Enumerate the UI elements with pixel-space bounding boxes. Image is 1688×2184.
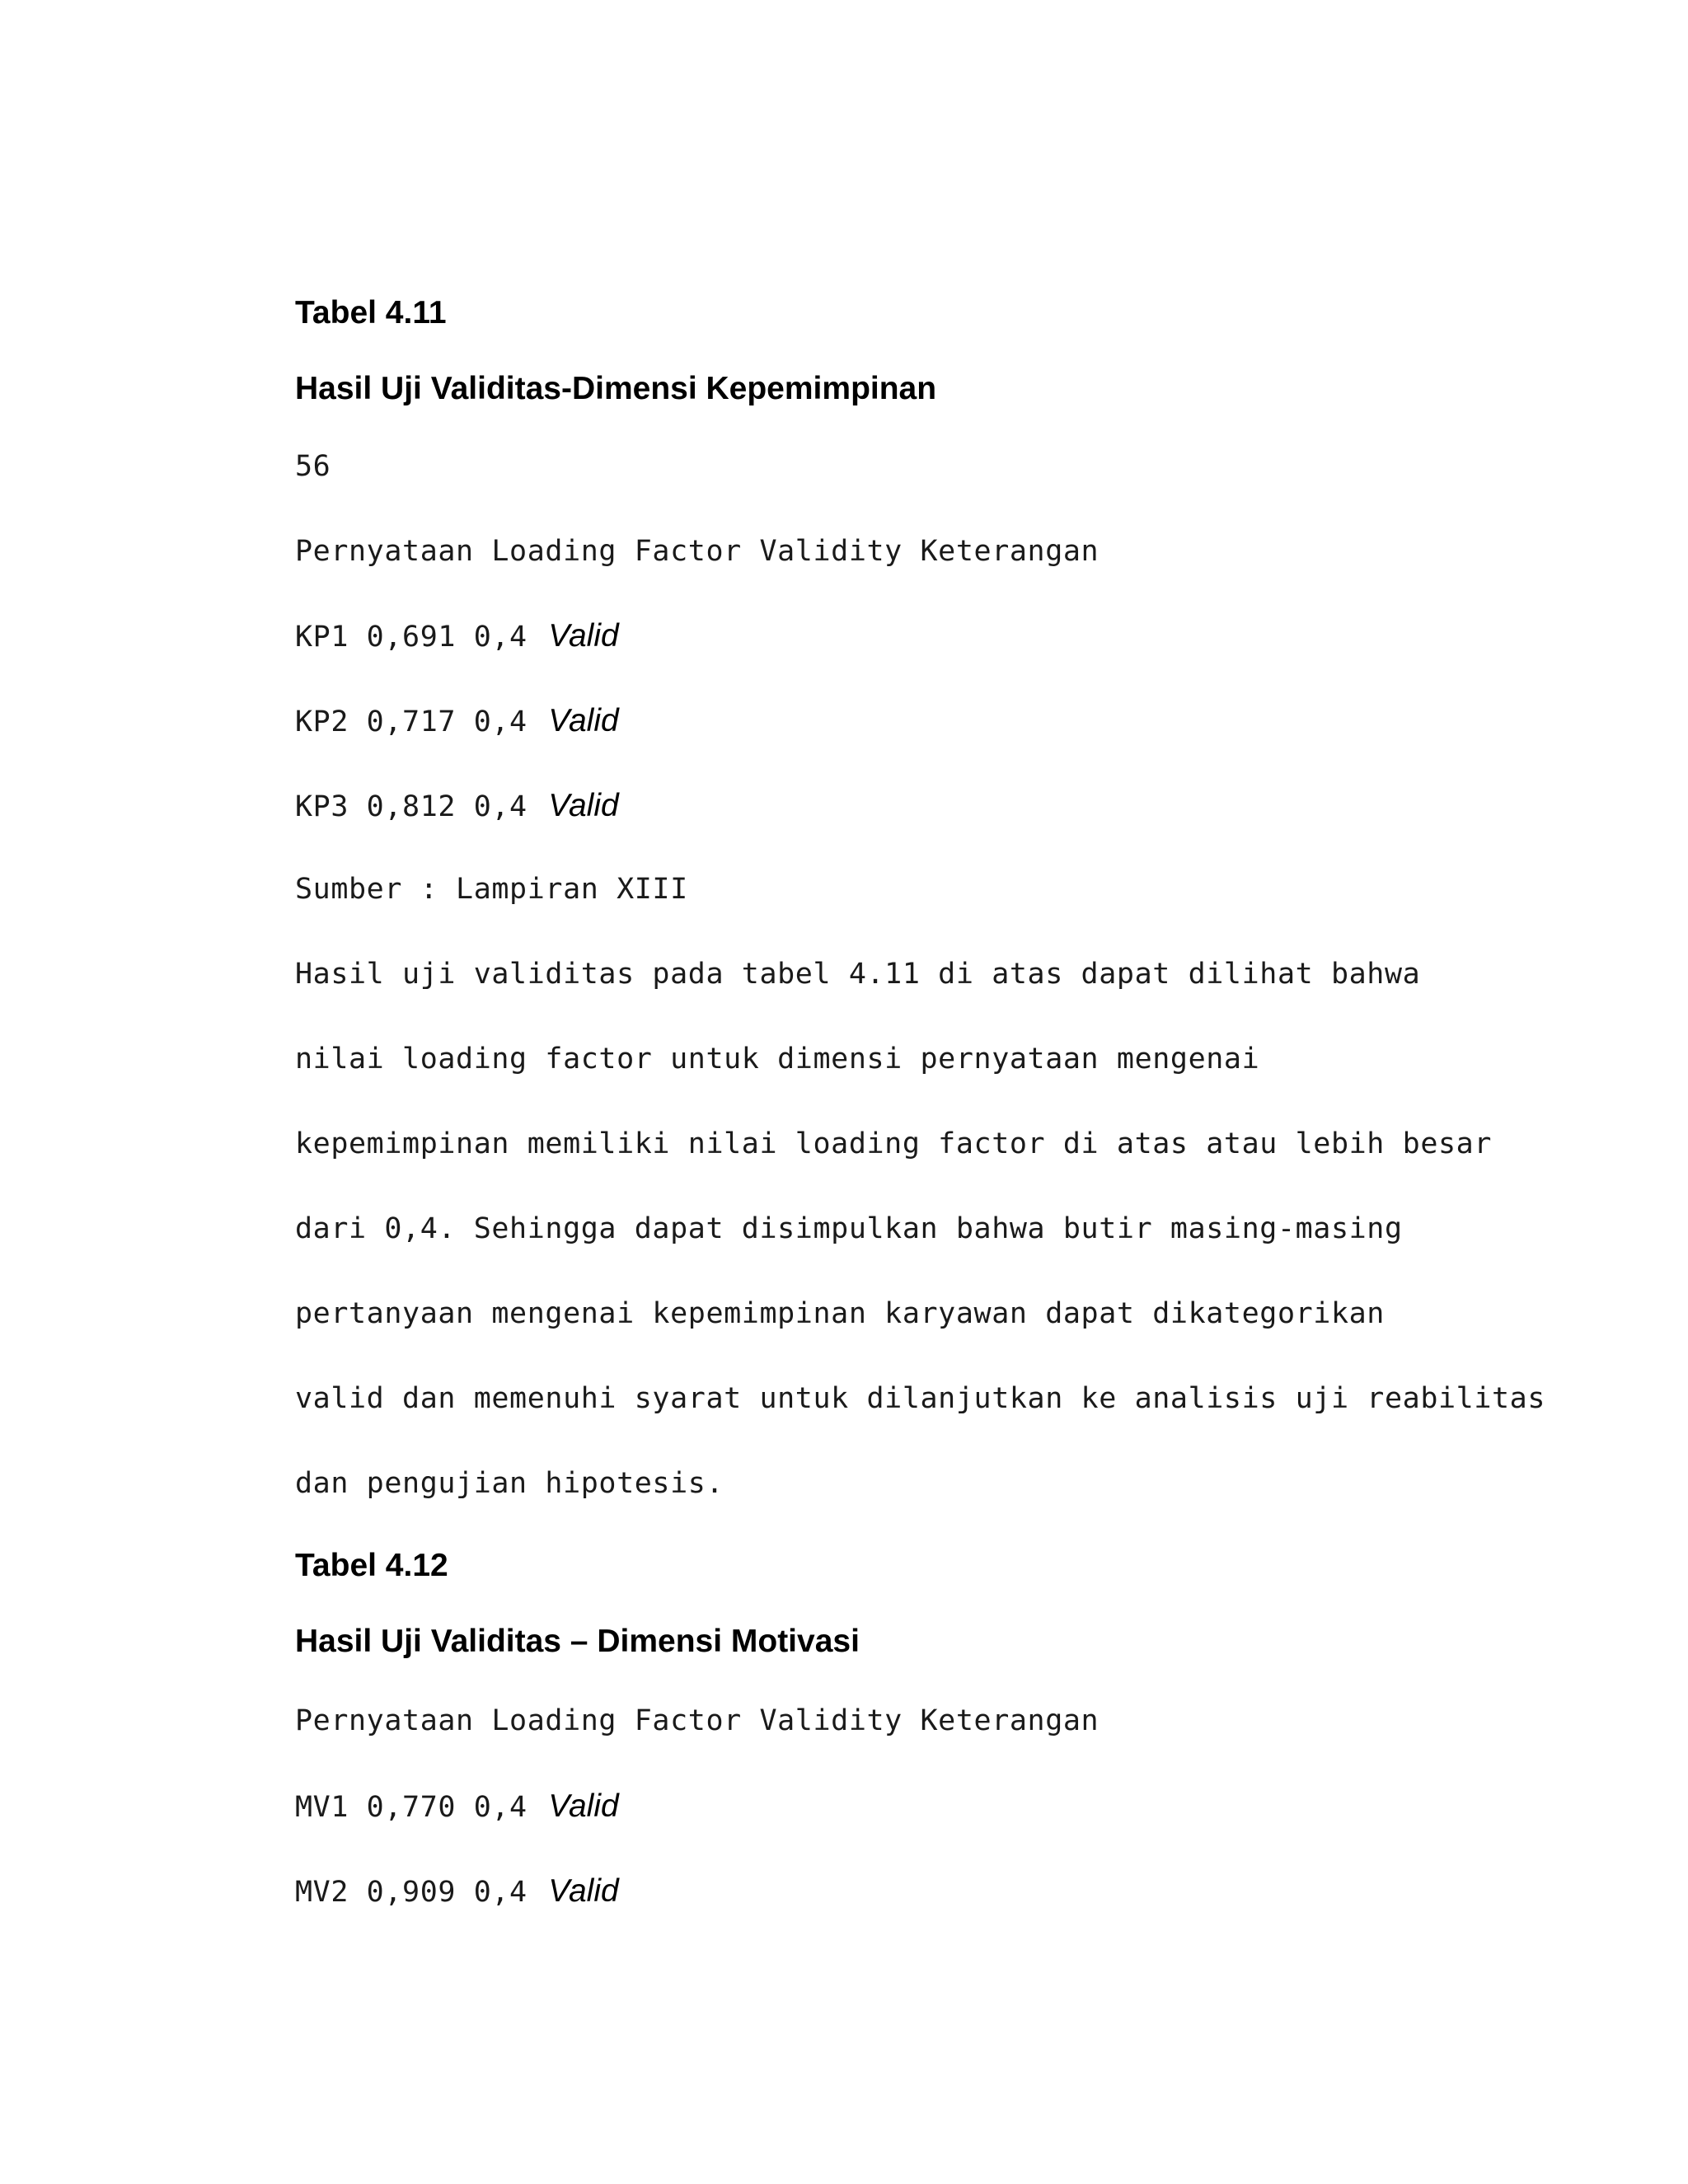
table-4-11-row xyxy=(295,620,619,652)
table-4-11-header: Pernyataan Loading Factor Validity Keterangan xyxy=(295,535,1100,568)
table-row-cells: MV2 0,909 0,4 xyxy=(295,1876,528,1909)
table-4-12-header: Pernyataan Loading Factor Validity Keterangan xyxy=(295,1704,1100,1737)
table-4-11-row xyxy=(295,705,619,737)
paragraph-line: nilai loading factor untuk dimensi pernyataan mengenai xyxy=(295,1043,1260,1076)
table-row-cells: KP2 0,717 0,4 xyxy=(295,705,528,738)
paragraph-line: dari 0,4. Sehingga dapat disimpulkan bahwa butir masing-masing xyxy=(295,1212,1403,1245)
table-row-status: Valid xyxy=(548,1873,619,1909)
paragraph-line: pertanyaan mengenai kepemimpinan karyawan dapat dikategorikan xyxy=(295,1297,1385,1330)
paragraph-line: kepemimpinan memiliki nilai loading factor di atas atau lebih besar xyxy=(295,1127,1493,1160)
table-4-12-title: Hasil Uji Validitas – Dimensi Motivasi xyxy=(295,1624,860,1659)
table-4-12-row xyxy=(295,1790,619,1822)
table-row-status: Valid xyxy=(548,1788,619,1824)
table-row-status: Valid xyxy=(548,703,619,738)
paragraph-line: valid dan memenuhi syarat untuk dilanjutkan ke analisis uji reabilitas xyxy=(295,1382,1546,1415)
page-number: 56 xyxy=(295,450,331,483)
table-row-cells: KP3 0,812 0,4 xyxy=(295,790,528,823)
paragraph-line: dan pengujian hipotesis. xyxy=(295,1467,724,1500)
table-row-cells: KP1 0,691 0,4 xyxy=(295,621,528,654)
table-4-12-number: Tabel 4.12 xyxy=(295,1548,448,1583)
table-4-11-source: Sumber : Lampiran XIII xyxy=(295,873,688,906)
table-4-11-row xyxy=(295,790,619,822)
table-row-status: Valid xyxy=(548,788,619,823)
table-row-status: Valid xyxy=(548,618,619,654)
table-4-11-number: Tabel 4.11 xyxy=(295,295,447,330)
table-4-11-title: Hasil Uji Validitas-Dimensi Kepemimpinan xyxy=(295,371,937,406)
paragraph-line: Hasil uji validitas pada tabel 4.11 di atas dapat dilihat bahwa xyxy=(295,958,1421,991)
table-4-12-row xyxy=(295,1875,619,1907)
table-row-cells: MV1 0,770 0,4 xyxy=(295,1791,528,1824)
